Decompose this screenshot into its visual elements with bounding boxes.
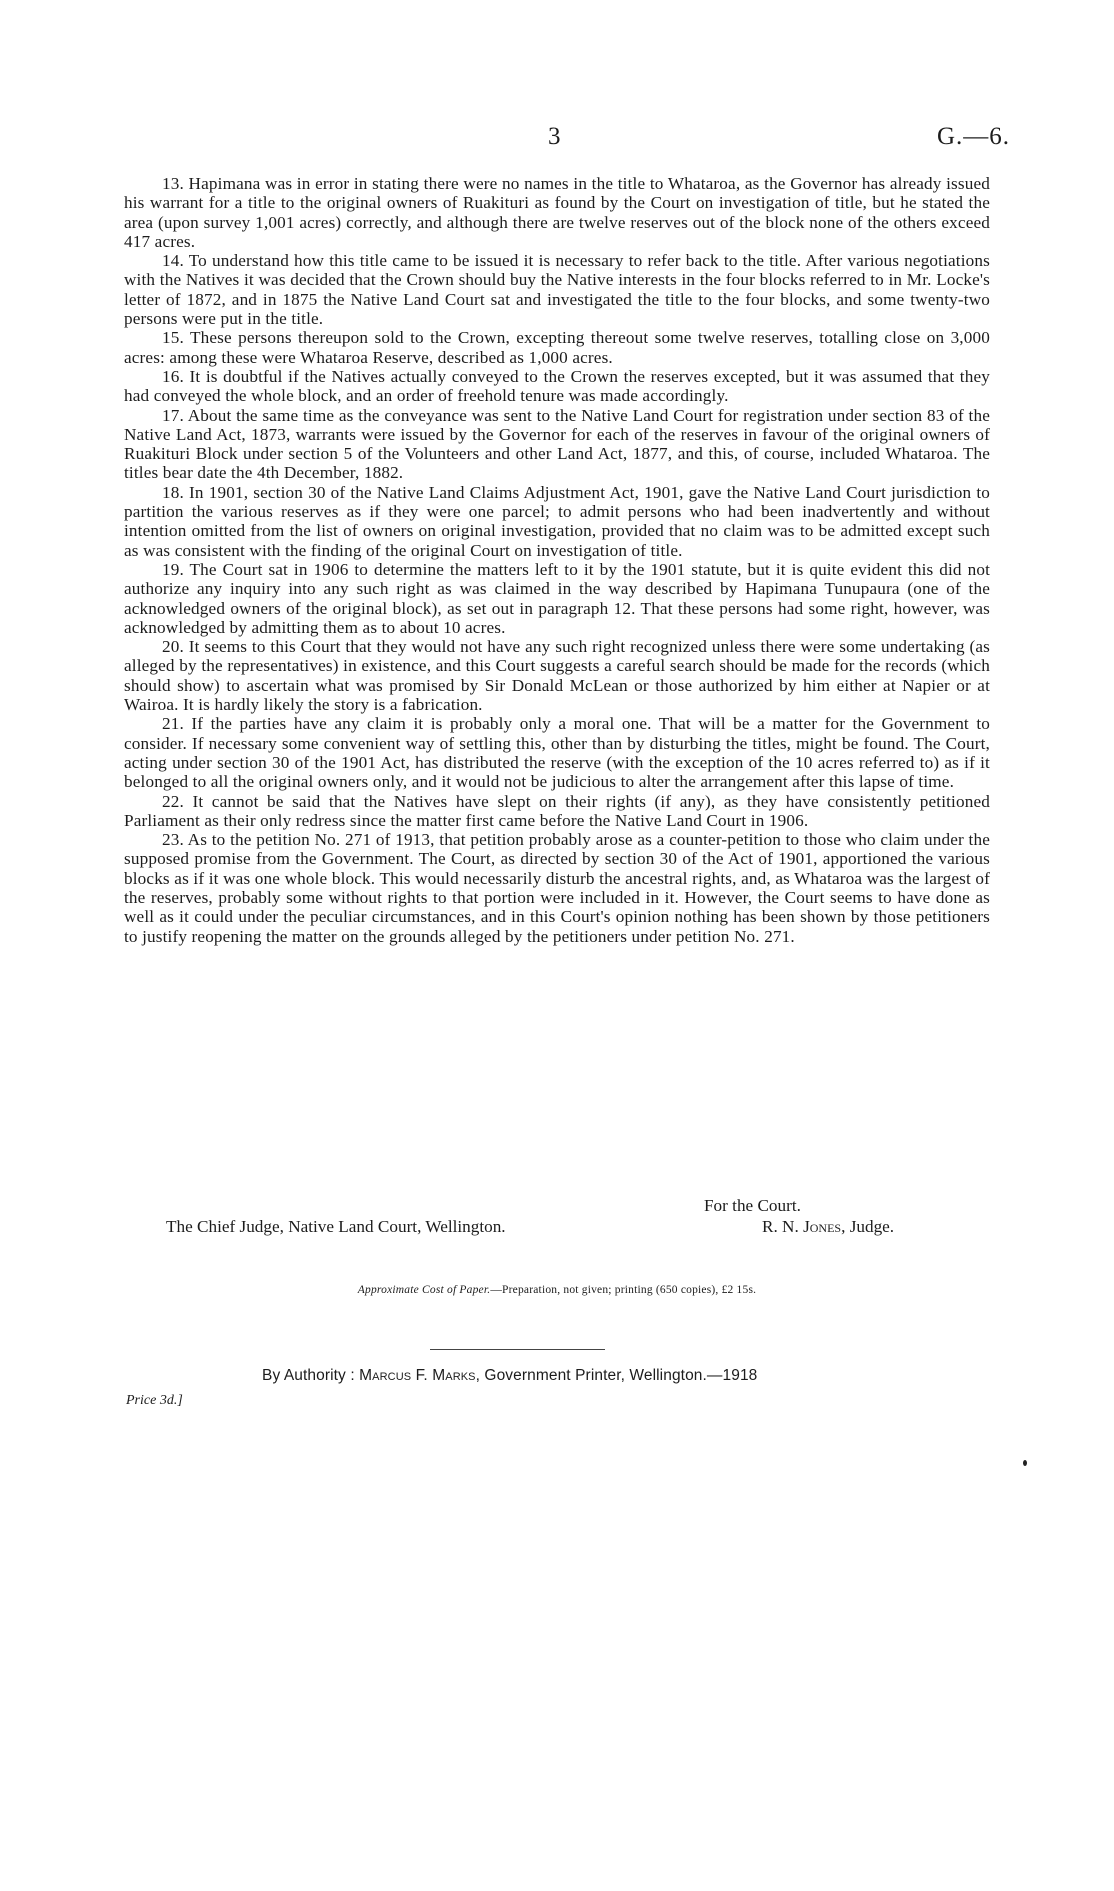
paragraph-16: 16. It is doubtful if the Natives actually conveyed to the Crown the reserves excepted, but it was assumed that they had conveyed the whole block, and an order of freehold tenure was made accordingly. <box>124 366 990 406</box>
paragraph-21: 21. If the parties have any claim it is probably only a moral one. That will be a matter for the Government to consider. If necessary some convenient way of settling this, other than by disturbing the titles, might be found. The Court, acting under section 30 of the 1901 Act, has distributed the reserve (with the exception of the 10 acres referred to) as if it belonged to all the original owners only, and it would not be judicious to alter the arrangement after this lapse of time. <box>124 714 990 792</box>
page-header <box>0 123 1114 153</box>
for-the-court: For the Court. <box>704 1196 801 1215</box>
body-text <box>124 174 990 946</box>
printer-name: Marcus F. Marks <box>359 1367 476 1384</box>
ink-speck <box>1023 1460 1027 1466</box>
paragraph-18: 18. In 1901, section 30 of the Native Land Claims Adjustment Act, 1901, gave the Native Land Court jurisdiction to partition the various reserves as if they were one parcel; to admit persons who had been inadvertently and without intention omitted from the list of owners on original investigation, provided that no claim was to be admitted except such as was consistent with the finding of the original Court on investigation of title. <box>124 482 990 560</box>
paragraph-23: 23. As to the petition No. 271 of 1913, that petition probably arose as a counter-petition to those who claim under the supposed promise from the Government. The Court, as directed by section 30 of the Act of 1901, apportioned the various blocks as if it was one whole block. This would necessarily disturb the ancestral rights, and, as Whataroa was the largest of the reserves, probably some without rights to that portion were included in it. However, the Court seems to have done as well as it could under the peculiar circumstances, and in this Court's opinion nothing has been shown by those petitioners to justify reopening the matter on the grounds alleged by the petitioners under petition No. 271. <box>124 830 990 946</box>
judge-name: R. N. Jones <box>762 1217 842 1236</box>
divider-rule <box>430 1349 605 1350</box>
addressee: The Chief Judge, Native Land Court, Wellington. <box>166 1217 506 1236</box>
price: Price 3d.] <box>126 1393 183 1408</box>
paragraph-20: 20. It seems to this Court that they would not have any such right recognized unless there were some undertaking (as alleged by the representatives) in existence, and this Court suggests a careful search should be made for the records (which should show) to ascertain what was promised by Sir Donald McLean or those authorized by him either at Napier or at Wairoa. It is hardly likely the story is a fabrication. <box>124 637 990 715</box>
paragraph-13: 13. Hapimana was in error in stating there were no names in the title to Whataroa, as the Governor has already issued his warrant for a title to the original owners of Ruakituri as found by the Court on investigation of title, but he stated the area (upon survey 1,001 acres) correctly, and although there are twelve reserves out of the block none of the others exceed 417 acres. <box>124 174 990 251</box>
cost-note-text: —Preparation, not given; printing (650 copies), £2 15s. <box>490 1284 757 1296</box>
paragraph-17: 17. About the same time as the conveyance was sent to the Native Land Court for registration under section 83 of the Native Land Act, 1873, warrants were issued by the Governor for each of the reserves in favour of the original owners of Ruakituri Block under section 5 of the Volunteers and other Land Act, 1877, and this, of course, included Whataroa. The titles bear date the 4th December, 1882. <box>124 405 990 483</box>
paragraph-15: 15. These persons thereupon sold to the Crown, excepting thereout some twelve reserves, totalling close on 3,000 acres: among these were Whataroa Reserve, described as 1,000 acres. <box>124 328 990 367</box>
judge-title: , Judge. <box>841 1217 895 1236</box>
cost-note-label: Approximate Cost of Paper. <box>357 1284 491 1296</box>
imprint-suffix: , Government Printer, Wellington.—1918 <box>475 1367 758 1384</box>
cost-note <box>0 1284 1114 1296</box>
paragraph-19: 19. The Court sat in 1906 to determine the matters left to it by the 1901 statute, but it is quite evident this did not authorize any inquiry into any such right as was claimed in the way described by Hapimana Tunupaura (one of the acknowledged owners of the original block), as set out in paragraph 12. That these persons had some right, however, was acknowledged by admitting them as to about 10 acres. <box>124 559 990 637</box>
page-number: 3 <box>548 123 561 150</box>
imprint-prefix: By Authority : <box>262 1367 355 1384</box>
judge-signature <box>762 1216 894 1237</box>
paragraph-14: 14. To understand how this title came to be issued it is necessary to refer back to the title. After various negotiations with the Natives it was decided that the Crown should buy the Native interests in the four blocks referred to in Mr. Locke's letter of 1872, and in 1875 the Native Land Court sat and investigated the title to the four blocks, and some twenty-two persons were put in the title. <box>124 251 990 329</box>
document-code: G.—6. <box>936 123 1010 150</box>
paragraph-22: 22. It cannot be said that the Natives have slept on their rights (if any), as they have consistently petitioned Parliament as their only redress since the matter first came before the Native Land Court in 1906. <box>124 791 990 830</box>
printer-imprint <box>262 1367 757 1385</box>
